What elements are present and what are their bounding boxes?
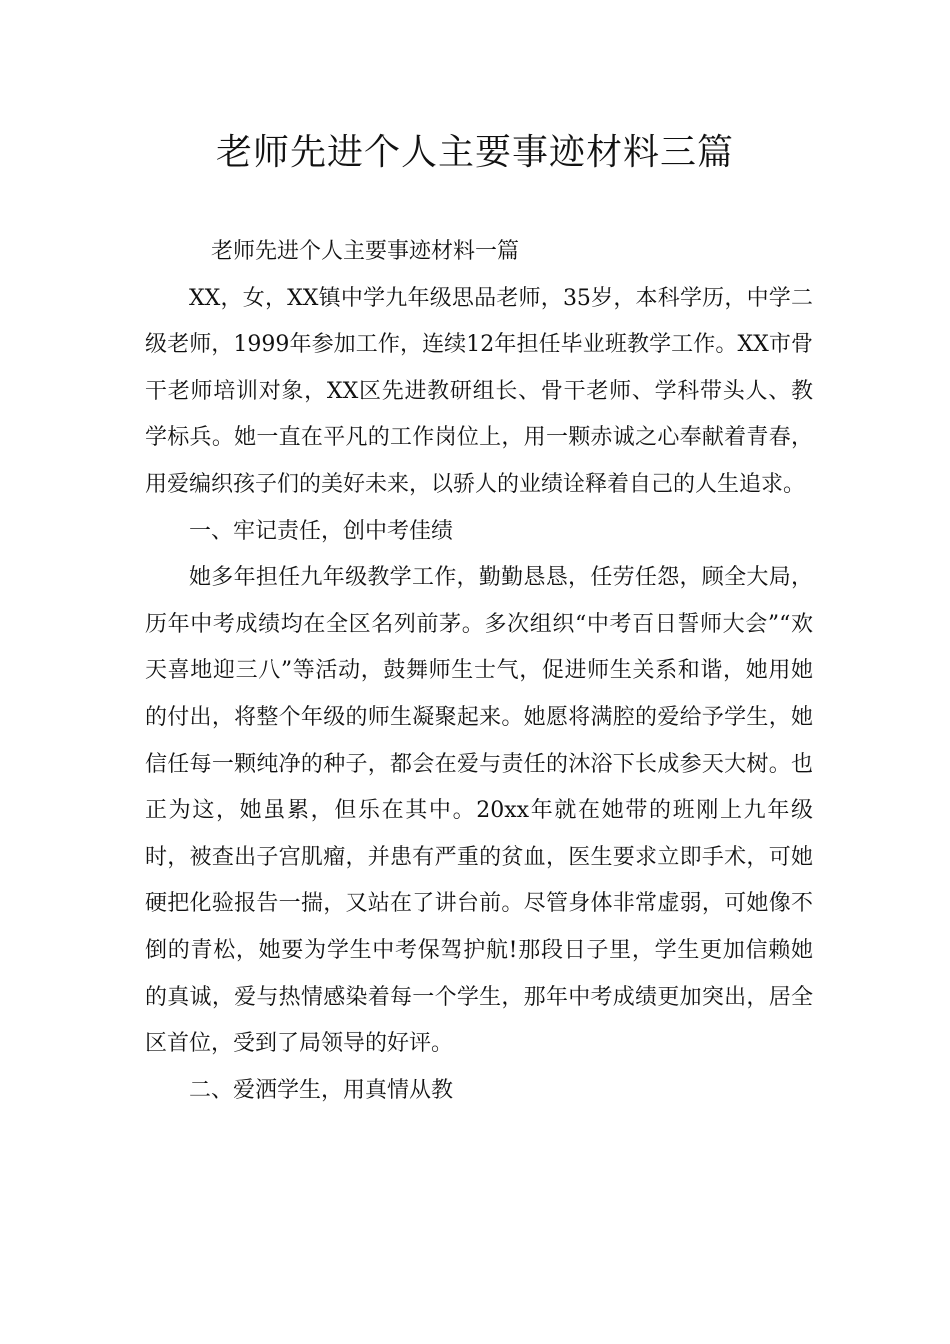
section-subtitle: 老师先进个人主要事迹材料一篇 — [211, 239, 520, 264]
section-1-paragraph: 她多年担任九年级教学工作，勤勤恳恳，任劳任怨，顾全大局，历年中考成绩均在全区名列前茅。多次组织“中考百日誓师大会”“欢天喜地迎三八”等活动，鼓舞师生士气，促进师生关系和谐，她用她的付出，将整个年级的师生凝聚起来。她愿将满腔的爱给予学生，她信任每一颗纯净的种子，都会在爱与责任的沐浴下长成参天大树。也正为这，她虽累，但乐在其中。20xx年就在她带的班刚上九年级时，被查出子宫肌瘤，并患有严重的贫血，医生要求立即手术，可她硬把化验报告一揣，又站在了讲台前。尽管身体非常虚弱，可她像不倒的青松，她要为学生中考保驾护航!那段日子里，学生更加信赖她的真诚，爱与热情感染着每一个学生，那年中考成绩更加突出，居全区首位，受到了局领导的好评。 — [145, 565, 813, 1057]
document-title: 老师先进个人主要事迹材料三篇 — [215, 132, 734, 173]
intro-paragraph: XX，女，XX镇中学九年级思品老师，35岁，本科学历，中学二级老师，1999年参加工作，连续12年担任毕业班教学工作。XX市骨干老师培训对象，XX区先进教研组长、骨干老师、学科带头人、教学标兵。她一直在平凡的工作岗位上，用一颗赤诚之心奉献着青春，用爱编织孩子们的美好未来，以骄人的业绩诠释着自己的人生追求。 — [145, 285, 813, 497]
document-body — [145, 229, 813, 1114]
section-heading-1: 一、牢记责任，创中考佳绩 — [189, 518, 454, 544]
section-heading-2: 二、爱洒学生，用真情从教 — [189, 1077, 454, 1103]
